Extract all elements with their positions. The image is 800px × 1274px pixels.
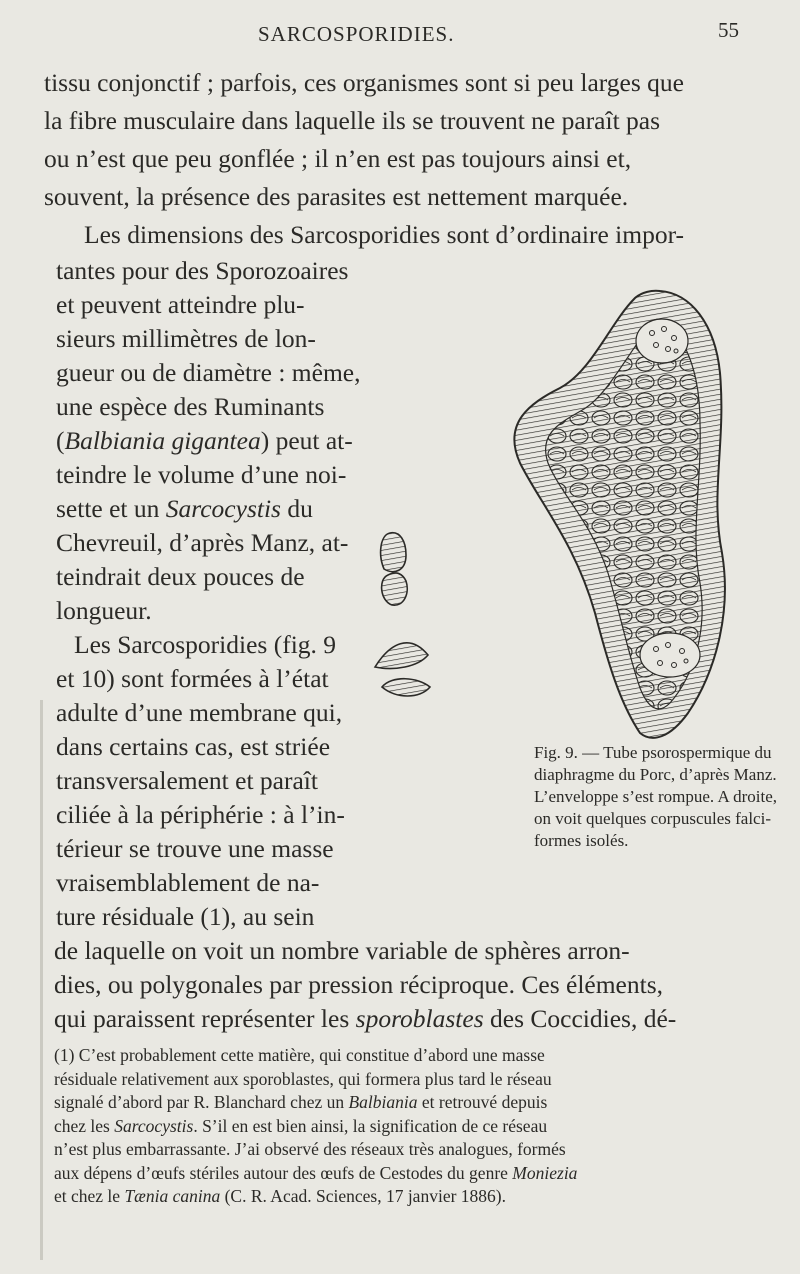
- text-run: et chez le: [54, 1186, 125, 1206]
- text-run: aux dépens d’œufs stériles autour des œufs de Cestodes du genre: [54, 1162, 513, 1183]
- text-line: Chevreuil, d’après Manz, at-: [56, 528, 349, 557]
- text-line: la fibre musculaire dans laquelle ils se trouvent ne paraît pas: [44, 106, 661, 135]
- genus-name: Balbiania: [348, 1092, 418, 1112]
- text-line: transversalement et paraît: [56, 766, 318, 795]
- species-name: Balbiania gigantea: [64, 426, 261, 455]
- text-line: [56, 494, 313, 524]
- species-name: Tænia canina: [124, 1186, 221, 1206]
- text-line: adulte d’une membrane qui,: [56, 698, 343, 727]
- genus-name: Moniezia: [512, 1162, 578, 1183]
- text-line: longueur.: [56, 596, 152, 625]
- footnote-line: (1) C’est probablement cette matière, qui constitue d’abord une masse: [54, 1045, 545, 1065]
- figure-caption: [534, 742, 780, 852]
- text-line: ou n’est que peu gonflée ; il n’en est pas toujours ainsi et,: [44, 144, 632, 173]
- footnote-line: n’est plus embarrassante. J’ai observé des réseaux très analogues, formés: [54, 1139, 566, 1159]
- text-line: tissu conjonctif ; parfois, ces organismes sont si peu larges que: [44, 68, 684, 97]
- figure-9-illustration: [370, 283, 760, 755]
- text-line: une espèce des Ruminants: [56, 392, 325, 421]
- caption-line: formes isolés.: [534, 831, 629, 850]
- text-line: de laquelle on voit un nombre variable de sphères arron-: [54, 936, 630, 965]
- footnote-line: [54, 1091, 784, 1115]
- text-line: souvent, la présence des parasites est nettement marquée.: [44, 182, 629, 211]
- footnote-line: [54, 1115, 784, 1139]
- text-line: Les Sarcosporidies (fig. 9: [74, 630, 337, 659]
- text-line: gueur ou de diamètre : même,: [56, 358, 361, 387]
- genus-name: Sarcocystis: [114, 1115, 194, 1136]
- text-run: chez les: [54, 1115, 115, 1136]
- text-run: signalé d’abord par R. Blanchard chez un: [54, 1092, 349, 1112]
- text-line: et peuvent atteindre plu-: [56, 290, 305, 319]
- text-line: Les dimensions des Sarcosporidies sont d’ordinaire impor-: [84, 220, 685, 249]
- footnote: [54, 1044, 784, 1209]
- text-run: sette et un: [56, 494, 166, 523]
- text-line: teindre le volume d’une noi-: [56, 460, 347, 489]
- text-line: ciliée à la périphérie : à l’in-: [56, 800, 345, 829]
- caption-line: L’enveloppe s’est rompue. A droite,: [534, 787, 777, 806]
- caption-line: Fig. 9. — Tube psorospermique du: [534, 743, 772, 762]
- text-line: vraisemblablement de na-: [56, 868, 320, 897]
- text-line: dies, ou polygonales par pression réciproque. Ces éléments,: [54, 970, 664, 999]
- text-line: [54, 1004, 676, 1034]
- text-line: sieurs millimètres de lon-: [56, 324, 316, 353]
- footnote-line: [54, 1185, 784, 1209]
- text-run: qui paraissent représenter les: [54, 1004, 356, 1033]
- text-run: (: [56, 426, 65, 455]
- text-line: teindrait deux pouces de: [56, 562, 305, 591]
- text-run: . S’il en est bien ainsi, la signification de ce réseau: [193, 1115, 548, 1136]
- falciform-corpuscles: [375, 533, 430, 696]
- footnote-line: résiduale relativement aux sporoblastes, qui formera plus tard le réseau: [54, 1068, 552, 1089]
- text-run: ) peut at-: [260, 426, 353, 455]
- footnote-line: [54, 1162, 784, 1186]
- caption-line: on voit quelques corpuscules falci-: [534, 809, 771, 828]
- page-number: 55: [718, 18, 739, 42]
- binding-shadow: [40, 700, 43, 1260]
- text-line: tantes pour des Sporozoaires: [56, 256, 349, 285]
- text-run: des Coccidies, dé-: [483, 1004, 677, 1033]
- text-line: térieur se trouve une masse: [56, 834, 334, 863]
- text-line: ture résiduale (1), au sein: [56, 902, 315, 931]
- text-line: [56, 426, 353, 456]
- page-header: [0, 8, 800, 44]
- text-run: du: [280, 494, 313, 523]
- genus-name: Sarcocystis: [165, 494, 281, 523]
- running-title: SARCOSPORIDIES.: [258, 22, 455, 46]
- term-italic: sporoblastes: [355, 1004, 484, 1033]
- text-run: (C. R. Acad. Sciences, 17 janvier 1886).: [220, 1186, 506, 1206]
- text-run: et retrouvé depuis: [417, 1092, 548, 1112]
- sarcocyst-tube-icon: [370, 283, 760, 755]
- caption-line: diaphragme du Porc, d’après Manz.: [534, 765, 777, 784]
- text-line: dans certains cas, est striée: [56, 732, 331, 761]
- text-line: et 10) sont formées à l’état: [56, 664, 329, 693]
